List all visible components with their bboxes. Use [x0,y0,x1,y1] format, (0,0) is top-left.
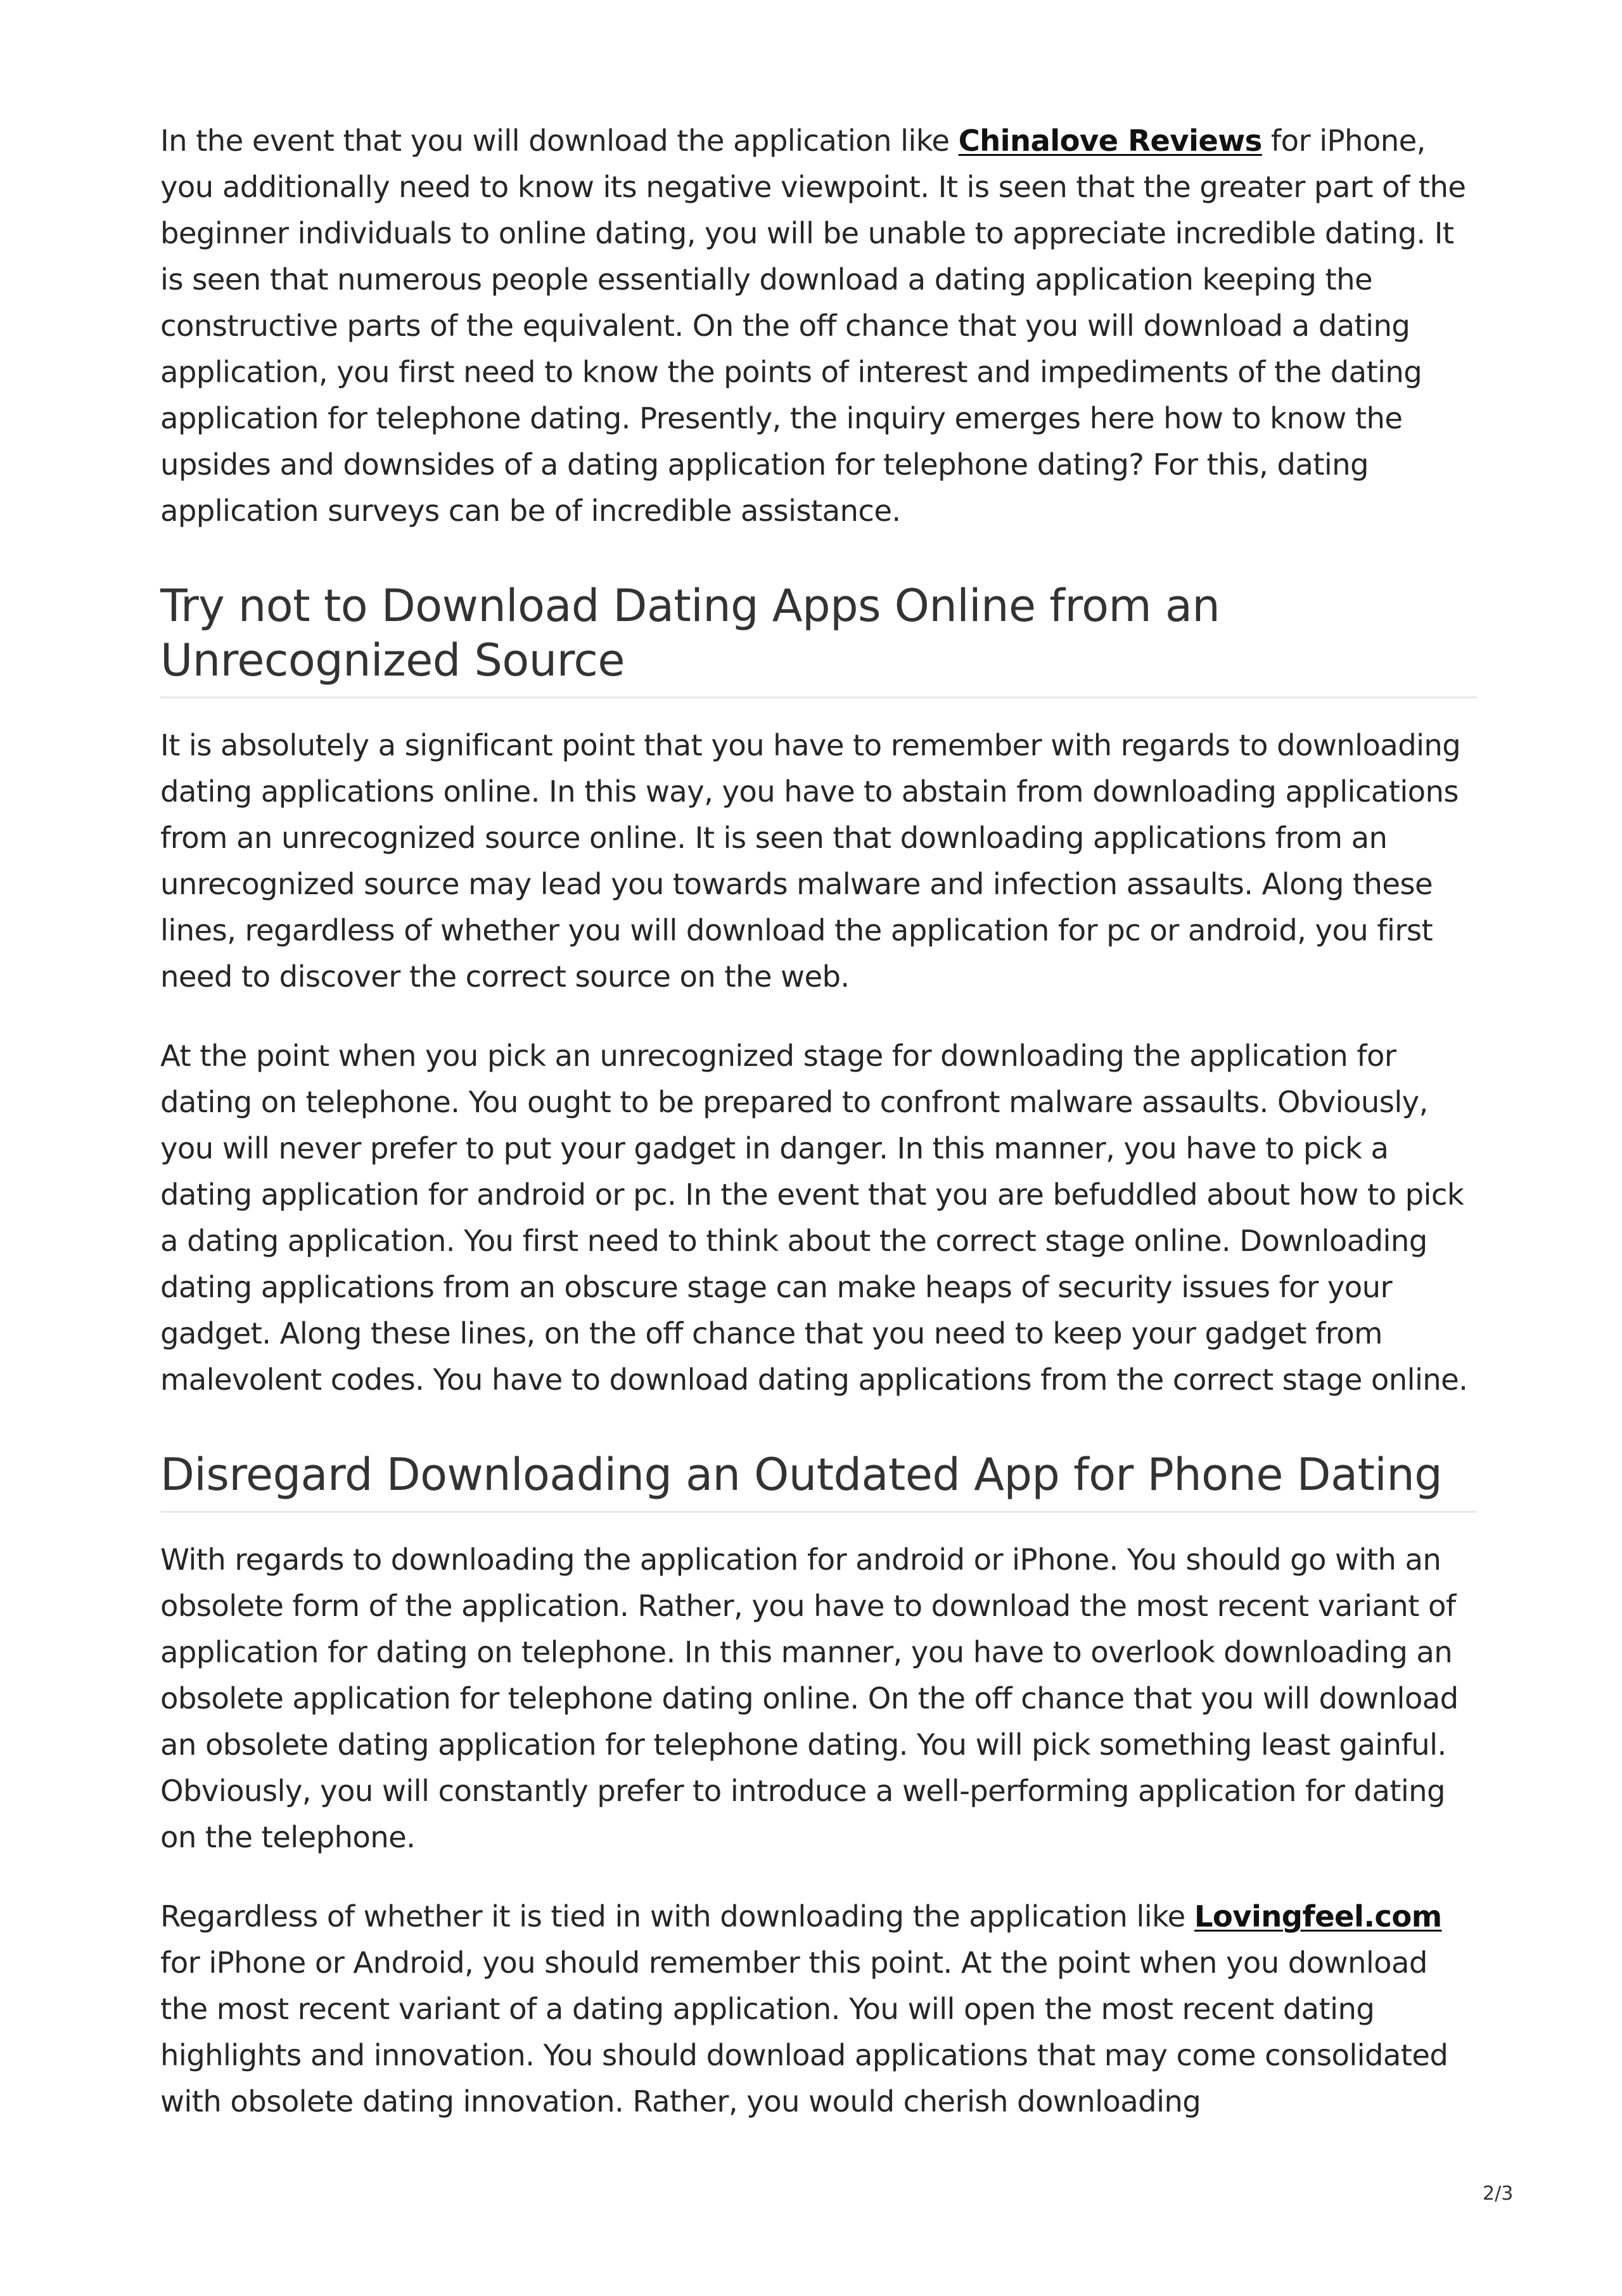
chinalove-reviews-link[interactable]: Chinalove Reviews [958,124,1262,158]
spacer [160,534,1478,579]
section1-paragraph-2: At the point when you pick an unrecognized stage for downloading the application for dating on telephone. You ought to be prepared to confront malware assaults. Obviously, you will never prefer to put your gadget in danger. In this manner, you have to pick a dating application for android or pc. In the event that you are befuddled about how to pick a dating application. You first need to think about the correct stage online. Downloading dating applications from an obscure stage can make heaps of security issues for your gadget. Along these lines, on the off chance that you need to keep your gadget from malevolent codes. You have to download dating applications from the correct stage online. [160,1039,1468,1397]
intro-paragraph [160,118,1478,534]
intro-text-before-link: In the event that you will download the application like [160,124,959,158]
section-heading-outdated-app: Disregard Downloading an Outdated App for Phone Dating [160,1449,1443,1501]
section-heading-unrecognized-source: Try not to Download Dating Apps Online from an Unrecognized Source [160,580,1220,686]
lovingfeel-link[interactable]: Lovingfeel.com [1194,1899,1442,1934]
section2-paragraph-2 [160,1894,1478,2125]
section2-text-after-link: for iPhone or Android, you should remember this point. At the point when you download the most recent variant of a dating application. You will open the most recent dating highlights and innovation. You should download applications that may come consolidated with obsolete dating innovation. Rather, you would cherish downloading [160,1946,1448,2119]
heading-divider [160,1511,1477,1513]
section2-paragraph-1: With regards to downloading the application for android or iPhone. You should go with an obsolete form of the application. Rather, you have to download the most recent variant of application for dating on telephone. In this manner, you have to overlook downloading an obsolete application for telephone dating online. On the off chance that you will download an obsolete dating application for telephone dating. You will pick something least gainful. Obviously, you will constantly prefer to introduce a well-performing application for dating on the telephone. [160,1542,1459,1854]
intro-text-after-link: for iPhone, you additionally need to know its negative viewpoint. It is seen that the greater part of the beginner individuals to online dating, you will be unable to appreciate incredible dating. It is seen that numerous people essentially download a dating application keeping the constructive parts of the equivalent. On the off chance that you will download a dating application, you first need to know the points of interest and impediments of the dating application for telephone dating. Presently, the inquiry emerges here how to know the upsides and downsides of a dating application for telephone dating? For this, dating application surveys can be of incredible assistance. [160,124,1466,528]
section1-paragraph-1: It is absolutely a significant point that you have to remember with regards to downloading dating applications online. In this way, you have to abstain from downloading applications from an unrecognized source online. It is seen that downloading applications from an unrecognized source may lead you towards malware and infection assaults. Along these lines, regardless of whether you will download the application for pc or android, you first need to discover the correct source on the web. [160,728,1461,994]
spacer [160,1403,1478,1447]
page-number: 2/3 [1483,2183,1514,2205]
spacer [160,1861,1478,1894]
spacer [160,1000,1478,1033]
document-body [160,118,1478,2125]
heading-divider [160,696,1477,698]
section2-text-before-link: Regardless of whether it is tied in with downloading the application like [160,1899,1194,1934]
